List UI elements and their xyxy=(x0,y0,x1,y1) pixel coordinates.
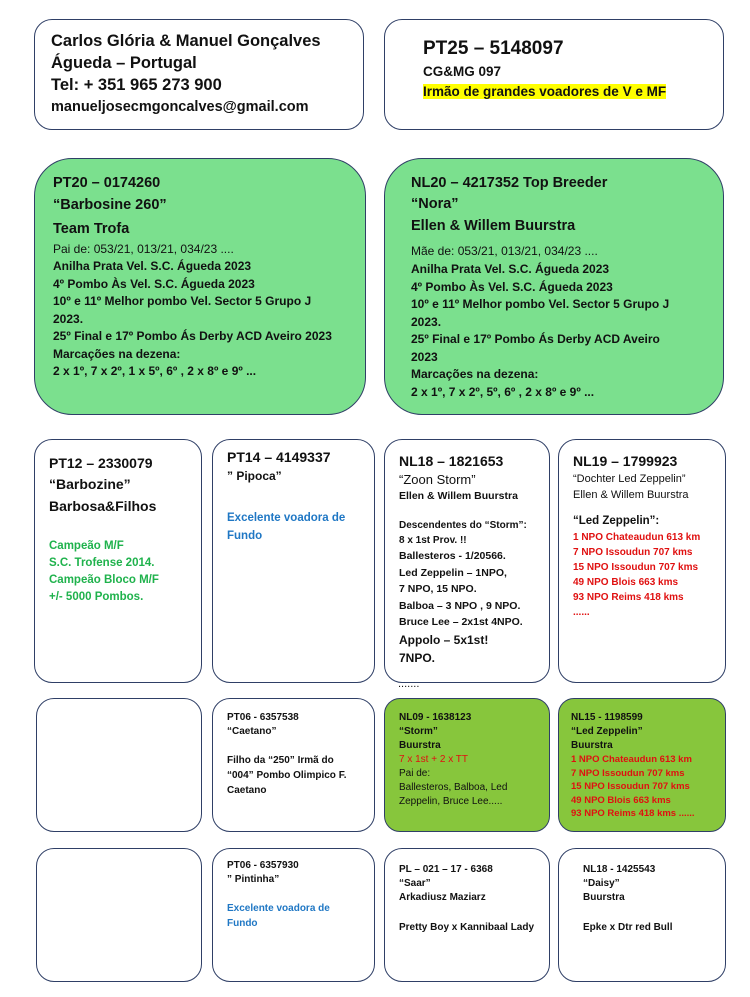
dam-line: 10º e 11º Melhor pombo Vel. Sector 5 Grupo J xyxy=(411,297,670,311)
ggp4-line: 7 NPO Issoudun 707 kms xyxy=(571,767,685,779)
sire-box xyxy=(34,158,366,415)
dam-line: 4º Pombo Às Vel. S.C. Águeda 2023 xyxy=(411,279,613,294)
great-grandparent-box-7 xyxy=(384,848,550,982)
gp3-breeder: Ellen & Willem Buurstra xyxy=(399,490,518,502)
great-grandparent-box-2 xyxy=(212,698,375,832)
ggp3-line: Zeppelin, Bruce Lee..... xyxy=(399,796,503,807)
ggp2-line: “004” Pombo Olimpico F. xyxy=(227,770,347,781)
sire-line: 2 x 1º, 7 x 2º, 1 x 5º, 6º , 2 x 8º e 9º ... xyxy=(53,364,257,378)
gp3-line: Ballesteros - 1/20566. xyxy=(399,550,506,562)
ggp4-breeder: Buurstra xyxy=(571,740,613,751)
owner-phone: Tel: + 351 965 273 900 xyxy=(51,76,222,94)
gp1-breeder: Barbosa&Filhos xyxy=(49,498,157,514)
subject-note-highlight: Irmão de grandes voadores de V e MF xyxy=(423,84,667,99)
gp3-line: Balboa – 3 NPO , 9 NPO. xyxy=(399,599,521,612)
gp1-line: S.C. Trofense 2014. xyxy=(49,557,155,569)
ggp4-line: 49 NPO Blois 663 kms xyxy=(571,794,671,806)
gp4-line: 93 NPO Reims 418 kms xyxy=(573,592,684,603)
ggp3-ring: NL09 - 1638123 xyxy=(399,712,472,723)
gp3-line: Descendentes do “Storm”: xyxy=(399,520,527,531)
dam-line: 2023 xyxy=(411,349,438,364)
ggp7-ring: PL – 021 – 17 - 6368 xyxy=(399,864,493,875)
dam-parent-of: Mãe de: 053/21, 013/21, 034/23 .... xyxy=(411,244,598,258)
gp3-appolo: Appolo – 5x1st! xyxy=(399,632,489,647)
gp1-name: “Barbozine” xyxy=(49,476,131,492)
gp1-line: Campeão Bloco M/F xyxy=(49,574,159,586)
dam-line: Anilha Prata Vel. S.C. Águeda 2023 xyxy=(411,262,610,276)
gp2-line: Fundo xyxy=(227,530,263,542)
dam-line: 2023. xyxy=(411,314,442,329)
ggp3-line: Pai de: xyxy=(399,768,431,779)
ggp6-line: Fundo xyxy=(227,918,258,929)
grandparent-box-1 xyxy=(34,439,202,683)
ggp3-wins: 7 x 1st + 2 x TT xyxy=(399,754,469,765)
subject-ring: PT25 – 5148097 xyxy=(423,38,564,59)
ggp4-name: “Led Zeppelin” xyxy=(571,726,643,737)
great-grandparent-box-8 xyxy=(558,848,726,982)
gp2-name: ” Pipoca” xyxy=(227,469,282,483)
gp2-line: Excelente voadora de xyxy=(227,512,346,524)
great-grandparent-box-4 xyxy=(558,698,726,832)
subject-pigeon-box xyxy=(384,19,724,130)
ggp7-breeder: Arkadiusz Maziarz xyxy=(399,892,486,903)
sire-line: 4º Pombo Às Vel. S.C. Águeda 2023 xyxy=(53,276,255,291)
sire-line: Anilha Prata Vel. S.C. Águeda 2023 xyxy=(53,259,252,273)
gp3-line: 8 x 1st Prov. !! xyxy=(399,535,467,546)
gp1-ring: PT12 – 2330079 xyxy=(49,455,153,471)
ggp4-line: 1 NPO Chateaudun 613 km xyxy=(571,754,692,765)
grandparent-box-2 xyxy=(212,439,375,683)
owner-city: Águeda – Portugal xyxy=(51,54,197,72)
gp4-line: 7 NPO Issoudun 707 kms xyxy=(573,547,693,558)
gp3-ring: NL18 – 1821653 xyxy=(399,453,504,469)
ggp4-line: 15 NPO Issoudun 707 kms xyxy=(571,781,690,792)
sire-ring: PT20 – 0174260 xyxy=(53,175,161,191)
great-grandparent-box-3 xyxy=(384,698,550,832)
gp4-sub: “Led Zeppelin”: xyxy=(573,515,660,527)
ggp6-name: ” Pintinha” xyxy=(227,874,280,885)
ggp2-line: Filho da “250” Irmã do xyxy=(227,755,334,766)
gp4-line: 49 NPO Blois 663 kms xyxy=(573,577,679,588)
gp3-name: “Zoon Storm” xyxy=(399,472,476,487)
gp3-line: Led Zeppelin – 1NPO, xyxy=(399,566,507,579)
great-grandparent-box-1 xyxy=(36,698,202,832)
dam-breeder: Ellen & Willem Buurstra xyxy=(411,218,576,234)
gp4-line: ...... xyxy=(573,607,590,618)
subject-code: CG&MG 097 xyxy=(423,64,502,79)
ggp8-name: “Daisy” xyxy=(583,878,620,889)
dam-name: “Nora” xyxy=(411,196,459,212)
dam-line: 25º Final e 17º Pombo Ás Derby ACD Aveiro xyxy=(411,332,660,346)
ggp7-cross: Pretty Boy x Kannibaal Lady xyxy=(399,922,535,933)
sire-line: 25º Final e 17º Pombo Ás Derby ACD Aveiro 2023 xyxy=(53,329,332,343)
gp3-appolo-npo: 7NPO. xyxy=(399,650,436,665)
grandparent-box-4 xyxy=(558,439,726,683)
gp4-line: 15 NPO Issoudun 707 kms xyxy=(573,562,699,573)
gp2-ring: PT14 – 4149337 xyxy=(227,449,331,465)
dam-line: 2 x 1º, 7 x 2º, 5º, 6º , 2 x 8º e 9º ... xyxy=(411,384,595,399)
sire-line: 10º e 11º Melhor pombo Vel. Sector 5 Grupo J xyxy=(53,294,312,308)
ggp2-line: Caetano xyxy=(227,785,267,796)
dam-box xyxy=(384,158,724,415)
ggp2-name: “Caetano” xyxy=(227,726,277,737)
ggp8-breeder: Buurstra xyxy=(583,892,625,903)
dam-ring: NL20 – 4217352 Top Breeder xyxy=(411,175,608,191)
ggp3-name: “Storm” xyxy=(399,726,438,737)
owner-names: Carlos Glória & Manuel Gonçalves xyxy=(51,32,321,50)
gp4-name: “Dochter Led Zeppelin” xyxy=(573,473,686,485)
sire-breeder: Team Trofa xyxy=(53,221,130,237)
sire-name: “Barbosine 260” xyxy=(53,197,167,213)
dam-line: Marcações na dezena: xyxy=(411,367,539,381)
ggp2-ring: PT06 - 6357538 xyxy=(227,712,299,723)
gp3-line: 7 NPO, 15 NPO. xyxy=(399,583,477,595)
great-grandparent-box-5 xyxy=(36,848,202,982)
gp4-breeder: Ellen & Willem Buurstra xyxy=(573,489,689,501)
ggp6-line: Excelente voadora de xyxy=(227,903,330,914)
sire-parent-of: Pai de: 053/21, 013/21, 034/23 .... xyxy=(53,242,234,256)
gp1-line: +/- 5000 Pombos. xyxy=(49,591,144,603)
ggp3-line: Ballesteros, Balboa, Led xyxy=(399,782,508,793)
ggp4-line: 93 NPO Reims 418 kms ...... xyxy=(571,808,695,819)
ggp6-ring: PT06 - 6357930 xyxy=(227,860,299,871)
sire-line: Marcações na dezena: xyxy=(53,346,181,361)
great-grandparent-box-6 xyxy=(212,848,375,982)
gp1-line: Campeão M/F xyxy=(49,540,124,552)
ggp7-name: “Saar” xyxy=(399,878,431,889)
ggp8-ring: NL18 - 1425543 xyxy=(583,864,656,875)
ggp3-breeder: Buurstra xyxy=(399,740,441,751)
ggp8-cross: Epke x Dtr red Bull xyxy=(583,922,673,933)
sire-line: 2023. xyxy=(53,311,84,326)
gp3-line: Bruce Lee – 2x1st 4NPO. xyxy=(399,616,523,628)
owner-email: manueljosecmgoncalves@gmail.com xyxy=(51,99,309,115)
gp3-continuation-dots: ....... xyxy=(398,678,420,690)
ggp4-ring: NL15 - 1198599 xyxy=(571,712,643,723)
grandparent-box-3 xyxy=(384,439,550,683)
subject-note xyxy=(423,82,723,102)
gp4-ring: NL19 – 1799923 xyxy=(573,453,678,469)
owner-contact-box xyxy=(34,19,364,130)
gp4-line: 1 NPO Chateaudun 613 km xyxy=(573,532,701,543)
